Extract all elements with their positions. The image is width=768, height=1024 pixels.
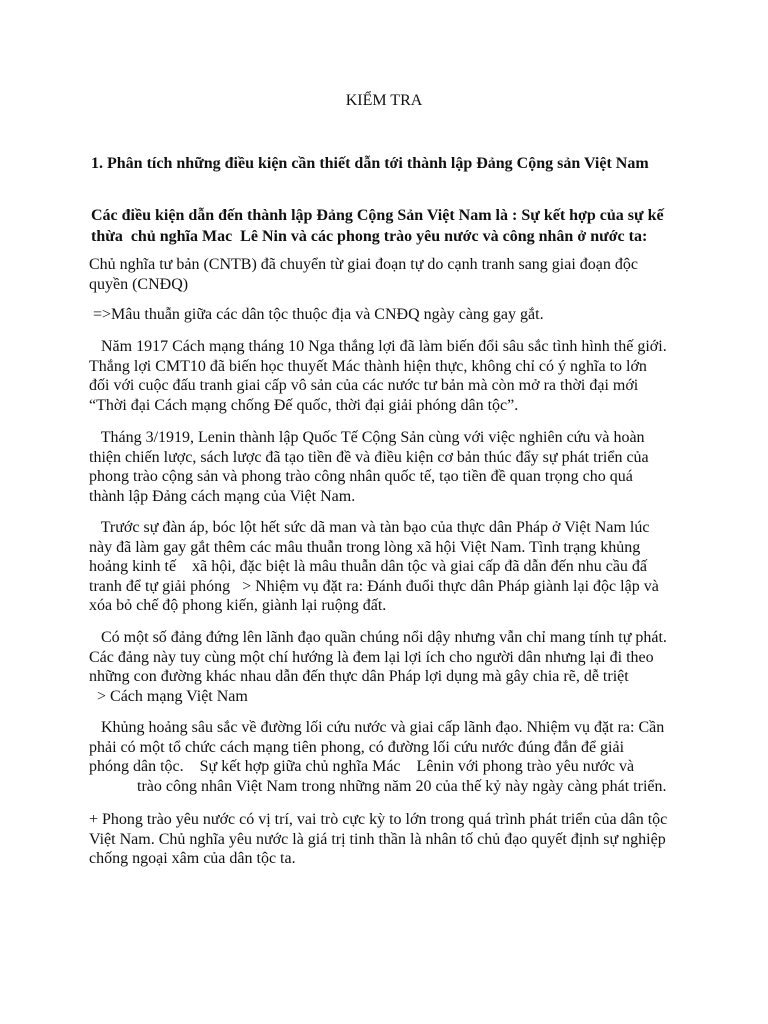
question-heading: 1. Phân tích những điều kiện cần thiết dẫn tới thành lập Đảng Cộng sản Việt Nam — [91, 155, 649, 172]
paragraph-line: > Cách mạng Việt Nam — [89, 687, 248, 705]
paragraph-line: Tháng 3/1919, Lenin thành lập Quốc Tế Cộng Sản cùng với việc nghiên cứu và hoàn — [89, 429, 645, 446]
intro-line: thừa chủ nghĩa Mac Lê Nin và các phong trào yêu nước và công nhân ở nước ta: — [91, 228, 648, 245]
paragraph-line: trào công nhân Việt Nam trong những năm 20 của thế kỷ này ngày càng phát triển. — [89, 777, 667, 795]
paragraph-line: xóa bỏ chế độ phong kiến, giành lại ruộng đất. — [89, 597, 387, 614]
paragraph-line: “Thời đại Cách mạng chống Đế quốc, thời đại giải phóng dân tộc”. — [89, 396, 519, 414]
paragraph-parties — [89, 628, 687, 706]
paragraph-line: này đã làm gay gắt thêm các mâu thuẫn trong lòng xã hội Việt Nam. Tình trạng khủng — [89, 538, 641, 556]
paragraph-line: Việt Nam. Chủ nghĩa yêu nước là giá trị tinh thần là nhân tố chủ đạo quyết định sự nghiệp — [89, 830, 666, 848]
paragraph-contradiction — [89, 305, 687, 325]
paragraph-line: Năm 1917 Cách mạng tháng 10 Nga thắng lợi đã làm biến đổi sâu sắc tình hình thế giới. — [89, 338, 667, 355]
paragraph-line: đối với cuộc đấu tranh giai cấp vô sản của các nước tư bản mà còn mở ra thời đại mới — [89, 377, 639, 394]
paragraph-line: phong trào cộng sản và phong trào công nhân quốc tế, tạo tiền đề quan trọng cho quá — [89, 468, 633, 485]
page-title: KIỂM TRA — [345, 92, 423, 109]
paragraph-line: phải có một tổ chức cách mạng tiên phong, có đường lối cứu nước đúng đắn để giải — [89, 738, 625, 756]
paragraph-line: phóng dân tộc. Sự kết hợp giữa chủ nghĩa Mác Lênin với phong trào yêu nước và — [89, 758, 635, 775]
paragraph-patriotism — [89, 810, 687, 869]
paragraph-line: những con đường khác nhau dẫn đến thực dân Pháp lợi dụng mà gây chia rẽ, dễ triệt — [89, 668, 629, 685]
intro-line: Các điều kiện dẫn đến thành lập Đảng Cộng Sản Việt Nam là : Sự kết hợp của sự kế — [91, 207, 664, 224]
paragraph-line: Chủ nghĩa tư bản (CNTB) đã chuyển từ giai đoạn tự do cạnh tranh sang giai đoạn độc — [89, 256, 638, 273]
paragraph-line: hoảng kinh tế xã hội, đặc biệt là mâu thuẫn dân tộc và giai cấp đã dẫn đến nhu cầu đấ — [89, 558, 648, 575]
paragraph-line: Các đảng này tuy cùng một chí hướng là đem lại lợi ích cho người dân nhưng lại đi theo — [89, 648, 654, 666]
paragraph-line: quyền (CNĐQ) — [89, 275, 189, 293]
paragraph-line: thành lập Đảng cách mạng của Việt Nam. — [89, 487, 356, 505]
paragraph-line: tranh để tự giải phóng > Nhiệm vụ đặt ra: Đánh đuổi thực dân Pháp giành lại độc lập và — [89, 577, 659, 595]
paragraph-line: chống ngoại xâm của dân tộc ta. — [89, 850, 296, 867]
paragraph-line: Có một số đảng đứng lên lãnh đạo quần chúng nổi dậy nhưng vẫn chỉ mang tính tự phát. — [89, 629, 667, 646]
paragraph-cntb — [89, 255, 687, 294]
paragraph-line: Khủng hoảng sâu sắc về đường lối cứu nước và giai cấp lãnh đạo. Nhiệm vụ đặt ra: Cần — [89, 719, 665, 736]
paragraph-october-revolution — [89, 337, 687, 415]
paragraph-line: =>Mâu thuẫn giữa các dân tộc thuộc địa và CNĐQ ngày càng gay gắt. — [89, 306, 544, 323]
paragraph-comintern — [89, 428, 687, 506]
paragraph-line: thiện chiến lược, sách lược đã tạo tiền đề và điều kiện cơ bản thúc đẩy sự phát triển của — [89, 448, 649, 466]
paragraph-crisis — [89, 718, 687, 796]
paragraph-line: Thắng lợi CMT10 đã biến học thuyết Mác thành hiện thực, không chỉ có ý nghĩa to lớn — [89, 357, 647, 375]
paragraph-line: + Phong trào yêu nước có vị trí, vai trò cực kỳ to lớn trong quá trình phát triển của dân tộc — [89, 811, 668, 828]
paragraph-line: Trước sự đàn áp, bóc lột hết sức dã man và tàn bạo của thực dân Pháp ở Việt Nam lúc — [89, 519, 650, 536]
paragraph-exploitation — [89, 518, 687, 616]
intro-paragraph — [91, 205, 691, 247]
